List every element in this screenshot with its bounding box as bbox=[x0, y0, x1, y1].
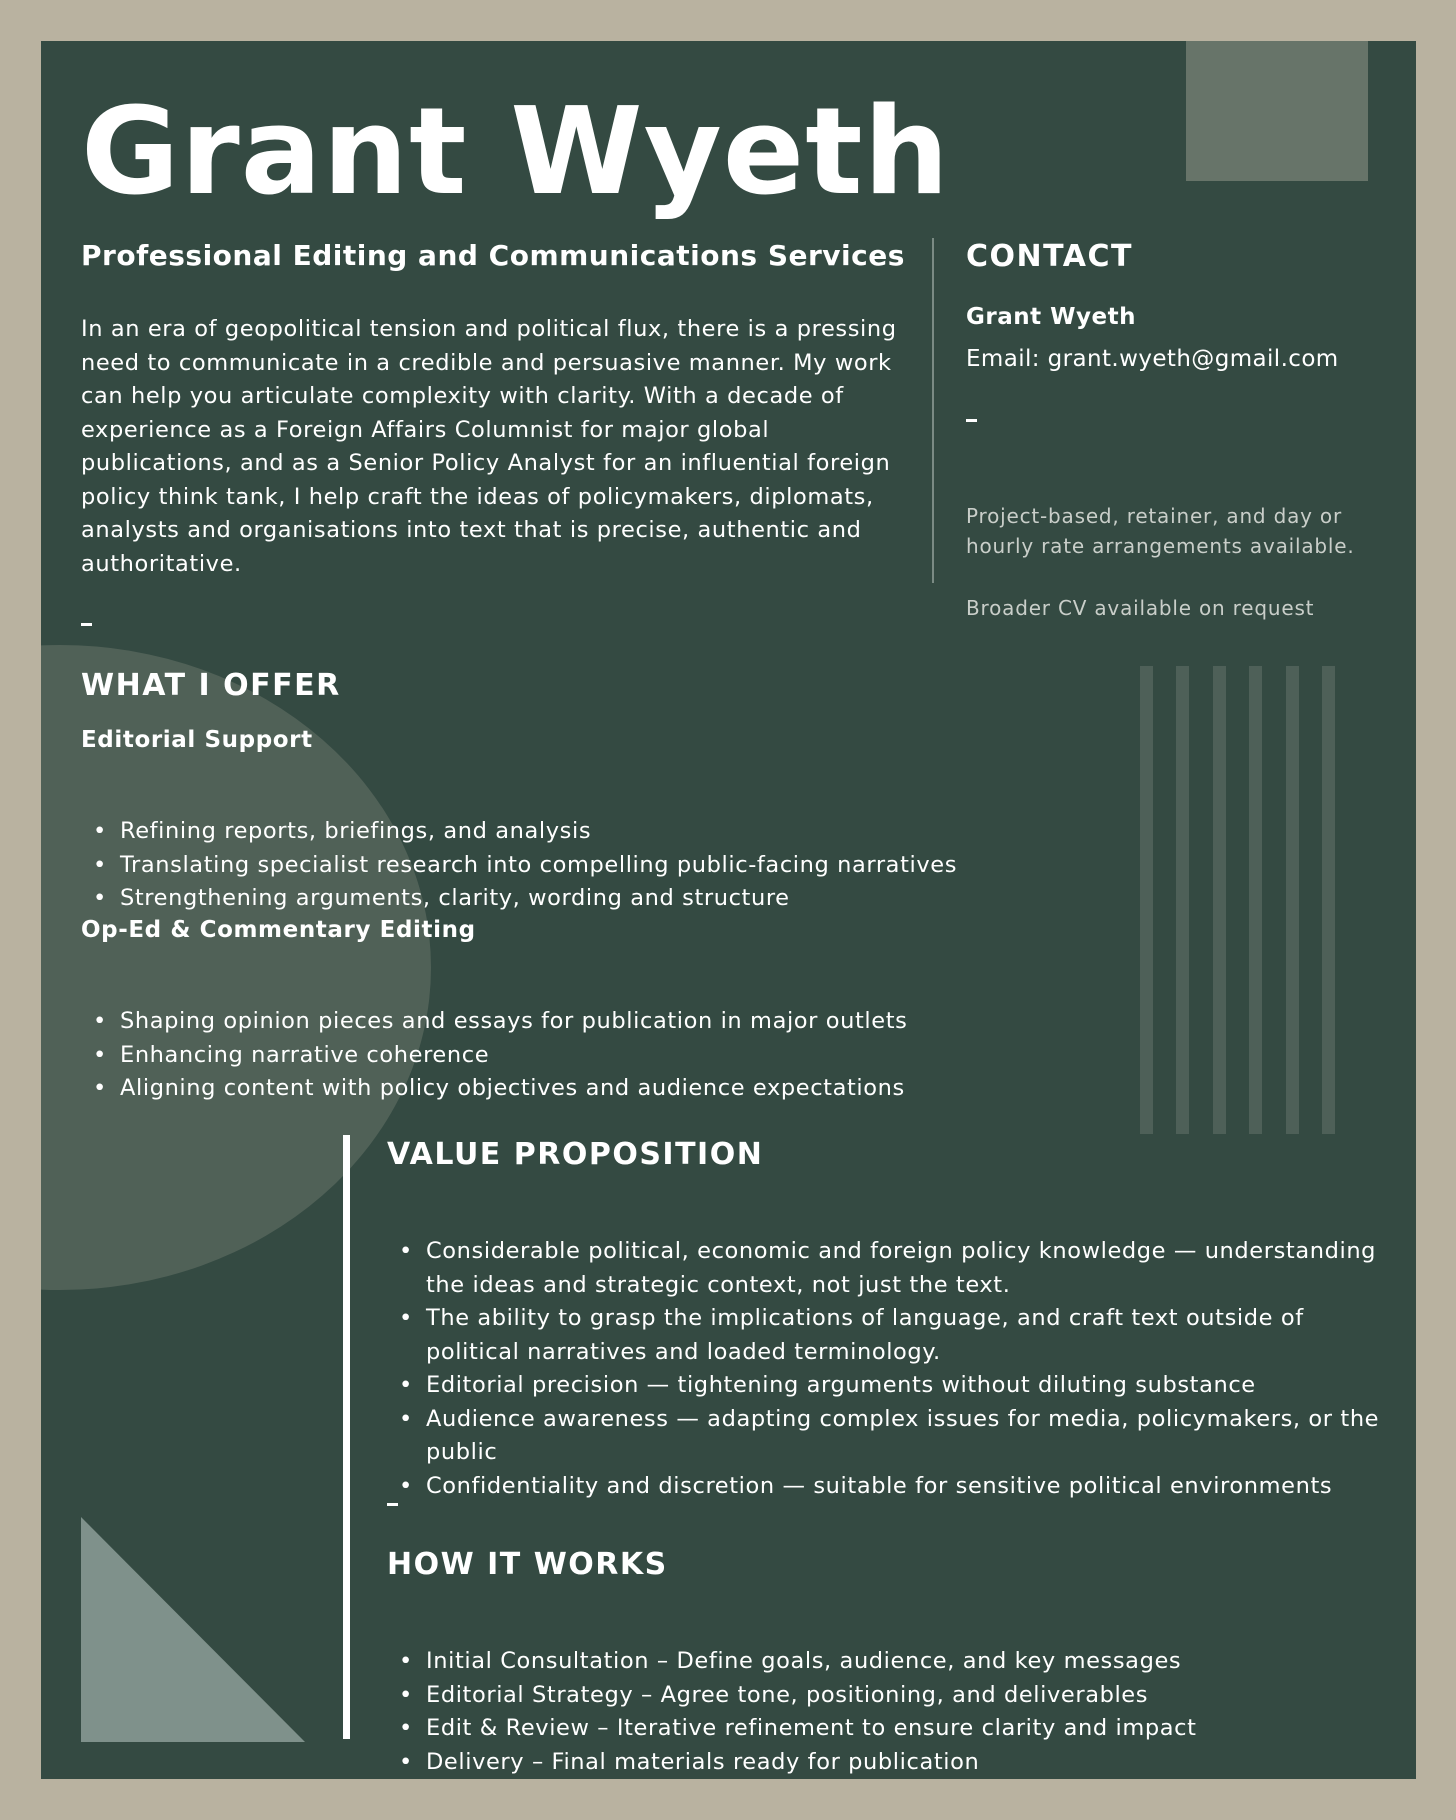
editorial-support-heading: Editorial Support bbox=[81, 727, 313, 753]
list-item: • Editorial Strategy – Agree tone, positioning, and deliverables bbox=[387, 1679, 1387, 1713]
oped-list bbox=[81, 1005, 1081, 1106]
value-heading: VALUE PROPOSITION bbox=[387, 1137, 764, 1172]
intro-paragraph: In an era of geopolitical tension and political flux, there is a pressing need to communicate in a credible and persuasive manner. My work can help you articulate complexity with clarity. With a decade of experience as a Foreign Affairs Columnist for major global publications, and as a Senior Policy Analyst for an influential foreign policy think tank, I help craft the ideas of policymakers, diplomats, analysts and organisations into text that is precise, authentic and authoritative. bbox=[81, 316, 897, 577]
contact-email[interactable]: Email: grant.wyeth@gmail.com bbox=[966, 346, 1339, 372]
list-item: • Initial Consultation – Define goals, audience, and key messages bbox=[387, 1645, 1387, 1679]
list-item: • The ability to grasp the implications of language, and craft text outside of political narratives and loaded terminology. bbox=[387, 1302, 1387, 1369]
tagline: Professional Editing and Communications Services bbox=[81, 239, 905, 272]
column-divider bbox=[932, 238, 934, 583]
list-item: • Audience awareness — adapting complex issues for media, policymakers, or the public bbox=[387, 1403, 1387, 1470]
editorial-support-list bbox=[81, 815, 1081, 916]
oped-heading: Op-Ed & Commentary Editing bbox=[81, 917, 476, 943]
list-item: • Shaping opinion pieces and essays for publication in major outlets bbox=[81, 1005, 1081, 1039]
list-item: • Translating specialist research into compelling public-facing narratives bbox=[81, 849, 1081, 883]
how-list bbox=[387, 1645, 1387, 1779]
contact-name: Grant Wyeth bbox=[966, 304, 1136, 330]
decorative-stripe bbox=[1286, 666, 1299, 1134]
list-item: • Editorial precision — tightening arguments without diluting substance bbox=[387, 1369, 1387, 1403]
rates-note: Project-based, retainer, and day or hourly rate arrangements available. bbox=[966, 504, 1355, 558]
section-dash bbox=[81, 623, 92, 626]
list-item: • Strengthening arguments, clarity, wording and structure bbox=[81, 882, 1081, 916]
decorative-square bbox=[1186, 41, 1368, 181]
decorative-stripe bbox=[1249, 666, 1262, 1134]
decorative-stripe bbox=[1322, 666, 1335, 1134]
value-list bbox=[387, 1235, 1387, 1503]
list-item: • Enhancing narrative coherence bbox=[81, 1039, 1081, 1073]
decorative-stripe bbox=[1213, 666, 1226, 1134]
list-item: • Refining reports, briefings, and analysis bbox=[81, 815, 1081, 849]
resume-page bbox=[41, 41, 1416, 1779]
offer-heading: WHAT I OFFER bbox=[81, 668, 341, 703]
section-dash bbox=[387, 1503, 398, 1506]
contact-heading: CONTACT bbox=[966, 239, 1133, 274]
list-item: • Considerable political, economic and foreign policy knowledge — understanding the ideas and strategic context, not just the text. bbox=[387, 1235, 1387, 1302]
list-item: • Aligning content with policy objectives and audience expectations bbox=[81, 1072, 1081, 1106]
accent-bar bbox=[343, 1135, 350, 1739]
section-dash bbox=[966, 419, 977, 422]
page-title: Grant Wyeth bbox=[81, 83, 950, 222]
how-heading: HOW IT WORKS bbox=[387, 1547, 668, 1582]
decorative-triangle bbox=[81, 1517, 305, 1742]
cv-note: Broader CV available on request bbox=[966, 596, 1315, 620]
list-item: • Confidentiality and discretion — suitable for sensitive political environments bbox=[387, 1470, 1387, 1504]
list-item: • Edit & Review – Iterative refinement to ensure clarity and impact bbox=[387, 1712, 1387, 1746]
list-item: • Delivery – Final materials ready for publication bbox=[387, 1746, 1387, 1780]
decorative-stripes bbox=[1140, 666, 1335, 1134]
decorative-stripe bbox=[1176, 666, 1189, 1134]
decorative-stripe bbox=[1140, 666, 1153, 1134]
